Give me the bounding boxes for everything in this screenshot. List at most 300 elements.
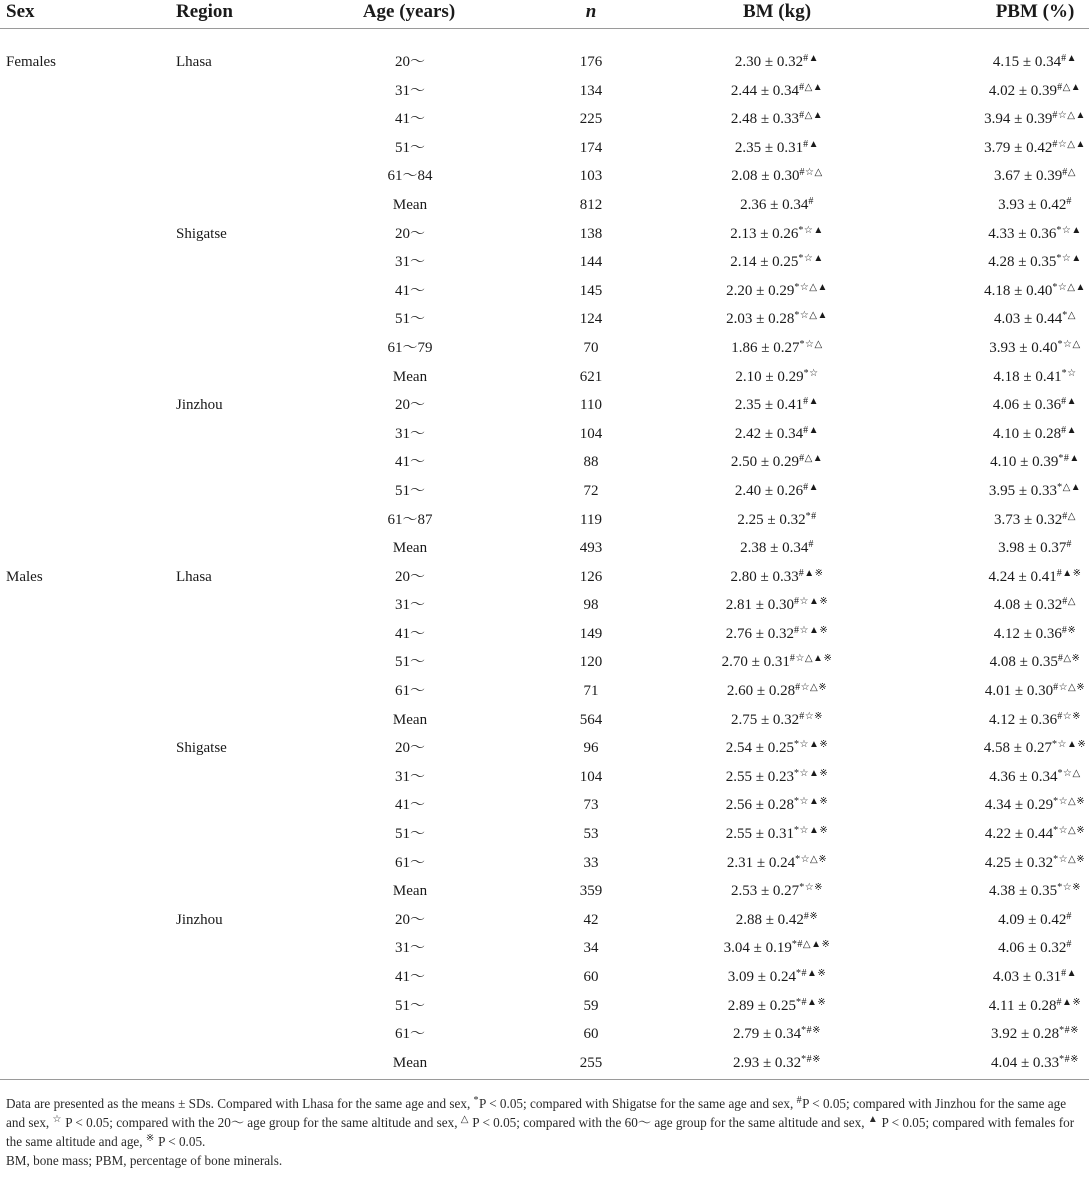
bm-significance-marks: *☆※ [799, 882, 824, 894]
pbm-value: 4.22 ± 0.44 [984, 826, 1054, 843]
bm-value: 2.54 ± 0.25 [725, 740, 794, 757]
cell-pbm [925, 48, 1089, 77]
cell-age: 31～ [394, 425, 425, 442]
footnote-text: P < 0.05; compared with the 60～ age group for the same altitude and sex, [469, 1115, 868, 1130]
cell-bm [657, 963, 897, 992]
cell-n: 42 [583, 911, 599, 928]
bm-value: 2.80 ± 0.33 [730, 568, 799, 585]
cell-pbm [925, 534, 1089, 563]
cell-age: 31～ [394, 940, 425, 957]
pbm-value: 3.95 ± 0.33 [988, 482, 1058, 499]
cell-age: 20～ [394, 740, 425, 757]
bm-value: 2.48 ± 0.33 [730, 111, 800, 128]
table-row [0, 334, 1089, 363]
pbm-value: 4.18 ± 0.41 [993, 368, 1062, 385]
cell-n: 104 [579, 425, 603, 442]
cell-pbm [925, 849, 1089, 878]
bm-value: 2.88 ± 0.42 [735, 911, 804, 928]
bm-significance-marks: *#▲※ [795, 996, 827, 1008]
pbm-significance-marks: *☆△※ [1053, 825, 1086, 837]
bm-value: 2.44 ± 0.34 [730, 82, 800, 99]
cell-age: Mean [392, 196, 428, 213]
bm-significance-marks: #☆※ [799, 710, 824, 722]
cell-pbm [925, 734, 1089, 763]
cell-bm [657, 77, 897, 106]
pbm-significance-marks: #☆△▲ [1052, 138, 1086, 150]
cell-pbm [925, 820, 1089, 849]
table-row [0, 305, 1089, 334]
table-row [0, 506, 1089, 535]
bm-significance-marks: #▲ [803, 396, 820, 408]
cell-bm [657, 849, 897, 878]
pbm-value: 4.08 ± 0.35 [989, 654, 1058, 671]
cell-n: 73 [583, 797, 599, 814]
table-row [0, 448, 1089, 477]
table-row [0, 105, 1089, 134]
cell-pbm [925, 591, 1089, 620]
pbm-significance-marks: *☆▲※ [1051, 739, 1087, 751]
header-n: n [585, 1, 597, 22]
pbm-value: 4.10 ± 0.39 [990, 454, 1059, 471]
cell-bm [657, 248, 897, 277]
cell-age: 31～ [394, 768, 425, 785]
cell-age: 61～79 [387, 339, 433, 356]
footnote-marker: # [796, 1095, 803, 1106]
cell-n: 144 [579, 254, 603, 271]
pbm-value: 4.38 ± 0.35 [988, 883, 1058, 900]
table-row [0, 820, 1089, 849]
bm-value: 2.93 ± 0.32 [732, 1054, 802, 1071]
pbm-value: 4.08 ± 0.32 [994, 597, 1063, 614]
pbm-significance-marks: #▲※ [1056, 996, 1082, 1008]
cell-region: Lhasa [176, 54, 212, 70]
bm-significance-marks: *☆▲※ [793, 767, 829, 779]
cell-pbm [925, 677, 1089, 706]
bm-significance-marks: *☆▲※ [793, 739, 829, 751]
bm-significance-marks: *#△▲※ [791, 939, 831, 951]
table-row [0, 391, 1089, 420]
cell-pbm [925, 391, 1089, 420]
table-footnote [6, 1094, 1084, 1170]
cell-bm [657, 477, 897, 506]
cell-bm [657, 534, 897, 563]
cell-age: Mean [392, 368, 428, 385]
cell-age: 20～ [394, 911, 425, 928]
pbm-value: 4.25 ± 0.32 [984, 854, 1054, 871]
cell-age: 61～84 [387, 168, 433, 185]
table-row [0, 220, 1089, 249]
pbm-value: 4.28 ± 0.35 [988, 254, 1057, 271]
bm-value: 2.40 ± 0.26 [734, 482, 804, 499]
pbm-value: 4.09 ± 0.42 [998, 911, 1067, 928]
bm-significance-marks: # [808, 539, 814, 551]
cell-n: 120 [579, 654, 603, 671]
pbm-value: 4.03 ± 0.31 [992, 969, 1062, 985]
cell-pbm [925, 162, 1089, 191]
bm-significance-marks: #▲※ [798, 567, 824, 579]
table-row [0, 706, 1089, 735]
bm-value: 2.55 ± 0.31 [725, 826, 794, 843]
cell-n: 104 [579, 768, 603, 785]
cell-n: 138 [579, 225, 603, 242]
bm-value: 2.79 ± 0.34 [732, 1026, 802, 1043]
pbm-value: 3.67 ± 0.39 [994, 168, 1063, 185]
footnote-text: P < 0.05; compared with the 20～ age group for the same altitude and sex, [61, 1115, 461, 1130]
bm-significance-marks: #☆▲※ [793, 624, 829, 636]
pbm-significance-marks: *△▲ [1057, 481, 1082, 493]
pbm-significance-marks: *☆▲ [1056, 253, 1082, 265]
table-row [0, 48, 1089, 77]
bm-significance-marks: *☆▲※ [793, 796, 829, 808]
cell-sex: Males [6, 568, 43, 585]
table-row [0, 191, 1089, 220]
cell-pbm [925, 648, 1089, 677]
cell-bm [657, 220, 897, 249]
cell-n: 60 [583, 969, 599, 985]
table-row [0, 591, 1089, 620]
cell-age: 31～ [394, 254, 425, 271]
pbm-value: 3.93 ± 0.42 [998, 196, 1067, 213]
bm-significance-marks: *☆△▲ [794, 281, 828, 293]
cell-age: 41～ [394, 969, 425, 985]
cell-pbm [925, 105, 1089, 134]
cell-pbm [925, 992, 1089, 1021]
pbm-value: 4.15 ± 0.34 [992, 54, 1062, 70]
cell-bm [657, 420, 897, 449]
cell-n: 564 [579, 711, 603, 728]
cell-bm [657, 992, 897, 1021]
cell-age: Mean [392, 883, 428, 900]
bm-value: 2.08 ± 0.30 [731, 168, 800, 185]
cell-n: 103 [579, 168, 603, 185]
cell-n: 34 [583, 940, 599, 957]
footnote-marker: ☆ [52, 1114, 62, 1125]
pbm-significance-marks: *☆△▲ [1052, 281, 1086, 293]
cell-bm [657, 877, 897, 906]
table-header-row [0, 0, 1089, 28]
cell-bm [657, 506, 897, 535]
pbm-significance-marks: # [1066, 539, 1072, 551]
pbm-value: 4.12 ± 0.36 [988, 711, 1058, 728]
cell-bm [657, 191, 897, 220]
bm-value: 2.31 ± 0.24 [726, 854, 796, 871]
bm-value: 2.55 ± 0.23 [725, 768, 794, 785]
cell-bm [657, 706, 897, 735]
footnote-text: P < 0.05; compared with Jinzhou for the same age and sex, [6, 1096, 1067, 1130]
cell-pbm [925, 334, 1089, 363]
pbm-value: 4.11 ± 0.28 [988, 997, 1057, 1014]
cell-n: 72 [583, 482, 599, 499]
bm-value: 2.70 ± 0.31 [721, 654, 790, 671]
pbm-value: 4.10 ± 0.28 [992, 425, 1062, 442]
pbm-significance-marks: #▲ [1061, 968, 1078, 979]
table-row [0, 934, 1089, 963]
cell-n: 359 [579, 883, 603, 900]
cell-n: 126 [579, 568, 603, 585]
cell-n: 124 [579, 311, 603, 328]
footnote-text: P < 0.05; compared with females for the same altitude and age, [6, 1115, 1075, 1149]
cell-n: 812 [579, 196, 603, 213]
bm-significance-marks: #☆△ [799, 167, 823, 179]
cell-n: 53 [583, 826, 599, 843]
cell-age: 20～ [394, 568, 425, 585]
cell-n: 33 [583, 854, 599, 871]
table-row [0, 992, 1089, 1021]
cell-region: Shigatse [176, 225, 227, 242]
cell-pbm [925, 305, 1089, 334]
bm-significance-marks: *#▲※ [795, 968, 827, 979]
pbm-significance-marks: #☆△※ [1053, 682, 1086, 694]
cell-pbm [925, 191, 1089, 220]
cell-n: 96 [583, 740, 599, 757]
table-row [0, 906, 1089, 935]
pbm-significance-marks: # [1066, 195, 1072, 207]
footnote-marker: ※ [145, 1133, 155, 1144]
pbm-significance-marks: #☆※ [1057, 710, 1082, 722]
cell-n: 119 [580, 511, 602, 528]
pbm-significance-marks: #▲※ [1056, 567, 1082, 579]
pbm-significance-marks: *☆▲ [1056, 224, 1082, 236]
cell-bm [657, 820, 897, 849]
table-row [0, 477, 1089, 506]
table-row [0, 849, 1089, 878]
cell-n: 60 [583, 1026, 599, 1043]
bm-significance-marks: #☆▲※ [793, 596, 829, 608]
cell-age: 51～ [394, 826, 425, 843]
cell-age: 41～ [394, 111, 425, 128]
pbm-value: 4.12 ± 0.36 [993, 625, 1062, 642]
bm-significance-marks: *☆▲ [798, 224, 824, 236]
bm-significance-marks: *☆△▲ [794, 310, 828, 322]
pbm-value: 4.33 ± 0.36 [988, 225, 1057, 242]
cell-pbm [925, 563, 1089, 592]
pbm-significance-marks: # [1066, 939, 1072, 951]
cell-bm [657, 448, 897, 477]
cell-pbm [925, 420, 1089, 449]
pbm-significance-marks: #▲ [1061, 424, 1078, 436]
table-row [0, 363, 1089, 392]
bm-value: 2.56 ± 0.28 [725, 797, 794, 814]
header-region: Region [176, 1, 233, 22]
cell-bm [657, 334, 897, 363]
cell-n: 493 [579, 540, 603, 557]
header-sex: Sex [6, 1, 35, 22]
cell-n: 176 [579, 54, 603, 70]
bm-significance-marks: *☆ [803, 367, 819, 379]
table-row [0, 563, 1089, 592]
cell-pbm [925, 477, 1089, 506]
cell-n: 110 [580, 397, 602, 414]
cell-n: 88 [583, 454, 599, 471]
cell-pbm [925, 248, 1089, 277]
header-age: Age (years) [362, 1, 456, 22]
footnote-abbreviations: BM, bone mass; PBM, percentage of bone minerals. [6, 1153, 283, 1168]
cell-n: 145 [579, 282, 603, 299]
pbm-significance-marks: #△※ [1057, 653, 1081, 665]
table-body [0, 48, 1089, 1077]
cell-age: 31～ [394, 82, 425, 99]
bm-significance-marks: #▲ [803, 53, 820, 64]
pbm-value: 3.93 ± 0.40 [989, 339, 1058, 356]
header-rule [0, 28, 1089, 29]
bm-value: 2.75 ± 0.32 [730, 711, 800, 728]
cell-n: 59 [583, 997, 599, 1014]
cell-pbm [925, 363, 1089, 392]
pbm-value: 4.36 ± 0.34 [989, 768, 1058, 785]
cell-bm [657, 1020, 897, 1049]
pbm-value: 3.98 ± 0.37 [998, 540, 1067, 557]
bm-value: 1.86 ± 0.27 [731, 339, 800, 356]
pbm-significance-marks: #△ [1062, 167, 1076, 179]
cell-age: 20～ [394, 225, 425, 242]
pbm-value: 3.94 ± 0.39 [984, 111, 1053, 128]
pbm-significance-marks: *#▲ [1058, 453, 1080, 465]
cell-pbm [925, 706, 1089, 735]
cell-pbm [925, 963, 1089, 992]
pbm-significance-marks: *☆△ [1057, 767, 1081, 779]
cell-pbm [925, 620, 1089, 649]
cell-pbm [925, 448, 1089, 477]
pbm-significance-marks: # [1066, 910, 1072, 922]
cell-region: Shigatse [176, 740, 227, 757]
pbm-value: 4.02 ± 0.39 [988, 82, 1058, 99]
cell-bm [657, 563, 897, 592]
bm-significance-marks: *#※ [801, 1053, 822, 1065]
pbm-value: 4.58 ± 0.27 [983, 740, 1052, 757]
cell-n: 255 [579, 1054, 603, 1071]
cell-pbm [925, 1020, 1089, 1049]
footnote-text: P < 0.05; compared with Shigatse for the same age and sex, [479, 1096, 797, 1111]
table-row [0, 734, 1089, 763]
bm-significance-marks: *☆△ [799, 338, 823, 350]
table-row [0, 677, 1089, 706]
cell-age: 20～ [394, 54, 425, 70]
table-row [0, 1049, 1089, 1078]
cell-bm [657, 277, 897, 306]
pbm-significance-marks: #※ [1061, 624, 1077, 636]
bm-significance-marks: #△▲ [799, 81, 824, 93]
pbm-significance-marks: #△ [1062, 510, 1076, 522]
cell-pbm [925, 934, 1089, 963]
bm-significance-marks: *☆▲ [798, 253, 824, 265]
pbm-value: 4.03 ± 0.44 [994, 311, 1063, 328]
cell-age: 61～ [394, 854, 425, 871]
pbm-value: 4.34 ± 0.29 [984, 797, 1054, 814]
bm-value: 2.03 ± 0.28 [726, 311, 795, 328]
cell-age: 51～ [394, 482, 425, 499]
bm-significance-marks: #☆△※ [795, 682, 828, 694]
pbm-significance-marks: *☆△ [1057, 338, 1081, 350]
bm-significance-marks: #※ [803, 910, 819, 922]
bm-value: 2.13 ± 0.26 [730, 225, 799, 242]
pbm-significance-marks: *#※ [1059, 1025, 1080, 1037]
cell-bm [657, 363, 897, 392]
footnote-marker: * [473, 1095, 480, 1106]
bm-value: 3.04 ± 0.19 [723, 940, 792, 957]
bm-significance-marks: # [808, 195, 814, 207]
pbm-significance-marks: #△▲ [1057, 81, 1082, 93]
cell-pbm [925, 877, 1089, 906]
cell-pbm [925, 220, 1089, 249]
bm-significance-marks: *☆▲※ [793, 825, 829, 837]
bm-value: 2.30 ± 0.32 [734, 54, 804, 70]
cell-n: 149 [579, 625, 603, 642]
bm-significance-marks: #▲ [803, 138, 820, 150]
bm-significance-marks: #△▲ [799, 453, 824, 465]
table-row [0, 420, 1089, 449]
cell-age: 51～ [394, 139, 425, 156]
pbm-significance-marks: *☆ [1061, 367, 1077, 379]
header-pbm: PBM (%) [995, 1, 1075, 22]
cell-n: 98 [583, 597, 599, 614]
cell-bm [657, 391, 897, 420]
pbm-value: 4.06 ± 0.36 [992, 397, 1062, 414]
pbm-significance-marks: *△ [1062, 310, 1076, 322]
pbm-significance-marks: *☆※ [1057, 882, 1082, 894]
bm-value: 3.09 ± 0.24 [727, 969, 796, 985]
bm-value: 2.35 ± 0.31 [734, 139, 804, 156]
cell-pbm [925, 763, 1089, 792]
pbm-value: 3.73 ± 0.32 [994, 511, 1063, 528]
cell-pbm [925, 134, 1089, 163]
cell-pbm [925, 791, 1089, 820]
cell-bm [657, 620, 897, 649]
bm-value: 2.14 ± 0.25 [730, 254, 799, 271]
table-row [0, 134, 1089, 163]
pbm-value: 4.24 ± 0.41 [988, 568, 1057, 585]
cell-bm [657, 48, 897, 77]
footnote-marker: △ [460, 1114, 469, 1125]
cell-pbm [925, 277, 1089, 306]
pbm-value: 3.79 ± 0.42 [984, 139, 1053, 156]
cell-bm [657, 305, 897, 334]
cell-bm [657, 134, 897, 163]
bm-value: 2.60 ± 0.28 [726, 683, 796, 700]
footnote-text: Data are presented as the means ± SDs. Compared with Lhasa for the same age and sex, [6, 1096, 474, 1111]
cell-age: 41～ [394, 282, 425, 299]
bm-value: 2.81 ± 0.30 [725, 597, 794, 614]
pbm-value: 4.01 ± 0.30 [984, 683, 1054, 700]
table-row [0, 877, 1089, 906]
table-row [0, 1020, 1089, 1049]
table-row [0, 162, 1089, 191]
cell-n: 70 [583, 339, 599, 356]
table-row [0, 620, 1089, 649]
cell-age: 41～ [394, 625, 425, 642]
footnote-marker: ▲ [867, 1114, 879, 1125]
bm-significance-marks: #△▲ [799, 110, 824, 122]
cell-age: Mean [392, 1054, 428, 1071]
pbm-significance-marks: #△ [1062, 596, 1076, 608]
cell-region: Jinzhou [176, 397, 223, 414]
cell-age: 61～ [394, 683, 425, 700]
cell-age: 41～ [394, 454, 425, 471]
table-row [0, 648, 1089, 677]
pbm-significance-marks: #▲ [1061, 53, 1078, 64]
bm-significance-marks: #▲ [803, 481, 820, 493]
pbm-value: 4.18 ± 0.40 [984, 282, 1053, 299]
cell-n: 621 [579, 368, 603, 385]
cell-pbm [925, 506, 1089, 535]
pbm-value: 4.04 ± 0.33 [990, 1054, 1060, 1071]
table-row [0, 763, 1089, 792]
bm-value: 2.50 ± 0.29 [730, 454, 800, 471]
cell-age: Mean [392, 540, 428, 557]
cell-pbm [925, 77, 1089, 106]
cell-n: 174 [579, 139, 603, 156]
cell-bm [657, 162, 897, 191]
bm-significance-marks: #☆△▲※ [789, 653, 833, 665]
